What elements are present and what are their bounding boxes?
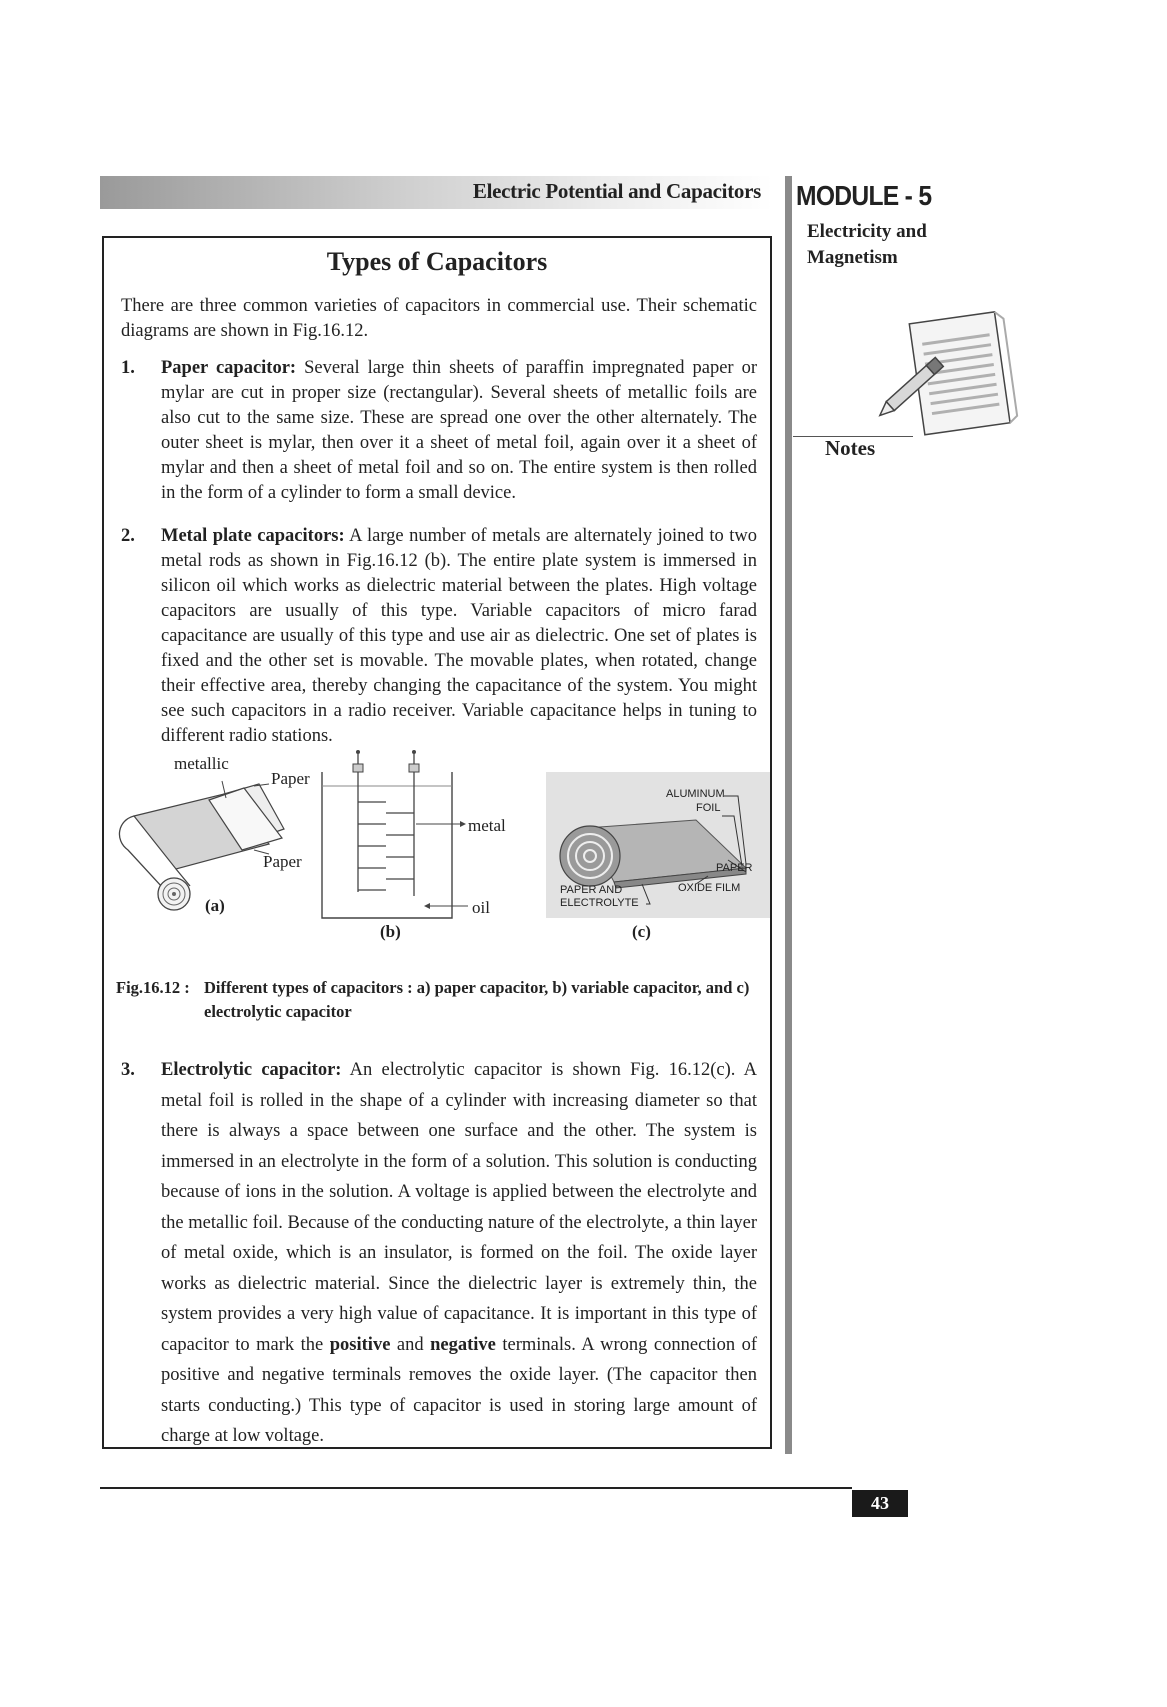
item-heading: Metal plate capacitors:: [161, 526, 345, 546]
item-text: Several large thin sheets of paraffin impregnated paper or mylar are cut in proper size (rectangular). Several sheets of metallic foils are also cut to the same size. These are spread one over the other alternately. The outer sheet is mylar, then over it a sheet of metal foil, again over it a sheet of mylar and then a sheet of metal foil and so on. The entire system is then rolled in the form of a cylinder to form a small device.: [161, 358, 757, 503]
item-text-a: An electrolytic capacitor is shown Fig. 16.12(c). A metal foil is rolled in the shape of a cylinder with increasing diameter so that there is always a space between one surface and the other. The system is immersed in an electrolyte in the form of a solution. This solution is conducting because of ions in the solution. A voltage is applied between the electrolyte and the metallic foil. Because of the conducting nature of the electrolyte, a thin layer of metal oxide, which is an insulator, is formed on the foil. The oxide layer works as dielectric material. Since the dielectric layer is extremely thin, the system provides a very high value of capacitance. It is important in this type of capacitor to mark the: [161, 1060, 757, 1355]
subject-line-1: Electricity and: [807, 221, 927, 242]
list-item-electrolytic-capacitor: [121, 1055, 757, 1452]
label-oxide-film: OXIDE FILM: [678, 882, 741, 894]
item-heading: Electrolytic capacitor:: [161, 1060, 342, 1080]
item-text-c: terminals. A wrong connection of positive and negative terminals removes the oxide layer. (The capacitor then starts conducting.) This type of capacitor is used in storing large amount of charge at low voltage.: [161, 1334, 757, 1446]
label-paper: PAPER: [716, 862, 753, 874]
page-number: 43: [852, 1490, 908, 1517]
figure-b-variable-capacitor: [320, 746, 520, 941]
intro-paragraph: There are three common varieties of capacitors in commercial use. Their schematic diagrams are shown in Fig.16.12.: [121, 296, 757, 341]
figure-caption: [116, 976, 756, 1024]
list-number: 2.: [121, 526, 135, 546]
section-title: Types of Capacitors: [326, 247, 548, 276]
item-text: A large number of metals are alternately joined to two metal rods as shown in Fig.16.12 (b). The entire plate system is immersed in silicon oil which works as dielectric material between the plates. High voltage capacitors are usually of this type. Variable capacitors of micro farad capacitance are usually of this type and use air as dielectric. One set of plates is fixed and the other set is movable. The movable plates, when rotated, change their effective area, thereby changing the capacitance of the system. You might see such capacitors in a radio receiver. Variable capacitance helps in tuning to different radio stations.: [161, 526, 757, 746]
label-c: (c): [632, 922, 651, 941]
label-aluminum: ALUMINUM: [666, 788, 725, 800]
subject-line-2: Magnetism: [807, 247, 898, 268]
list-item-metal-plate-capacitor: [121, 524, 757, 749]
label-metal: metal: [468, 816, 506, 835]
margin-divider: [785, 176, 792, 1454]
label-oil: oil: [472, 898, 490, 917]
caption-number: Fig.16.12 :: [116, 978, 190, 997]
item-heading: Paper capacitor:: [161, 358, 297, 378]
header-bar: [100, 176, 773, 209]
figure-c-electrolytic-capacitor: [546, 772, 770, 944]
bold-positive: positive: [329, 1334, 391, 1355]
label-foil: FOIL: [696, 802, 721, 814]
list-number: 3.: [121, 1060, 135, 1080]
content-box: [102, 236, 772, 1449]
notes-label: Notes: [825, 436, 876, 460]
module-subject: [807, 219, 927, 271]
list-item-paper-capacitor: [121, 356, 757, 506]
footer-rule: [100, 1487, 852, 1489]
caption-text: Different types of capacitors : a) paper capacitor, b) variable capacitor, and c) electrolytic capacitor: [204, 978, 750, 1021]
bold-negative: negative: [430, 1334, 496, 1355]
figure-a-paper-capacitor: [114, 754, 314, 934]
label-paper-bottom: Paper: [263, 852, 302, 871]
label-paper-top: Paper: [271, 769, 310, 788]
pencil-notes-icon: [875, 306, 1025, 451]
module-label: MODULE - 5: [796, 180, 932, 211]
label-electrolyte: ELECTROLYTE: [560, 897, 639, 909]
label-paper-and: PAPER AND: [560, 884, 623, 896]
list-number: 1.: [121, 358, 135, 378]
running-header-title: Electric Potential and Capacitors: [472, 179, 761, 203]
label-b: (b): [380, 922, 401, 941]
label-metallic: metallic: [174, 754, 229, 773]
figure-16-12: [114, 754, 774, 941]
label-a: (a): [205, 896, 225, 915]
item-text-b: and: [390, 1334, 431, 1355]
